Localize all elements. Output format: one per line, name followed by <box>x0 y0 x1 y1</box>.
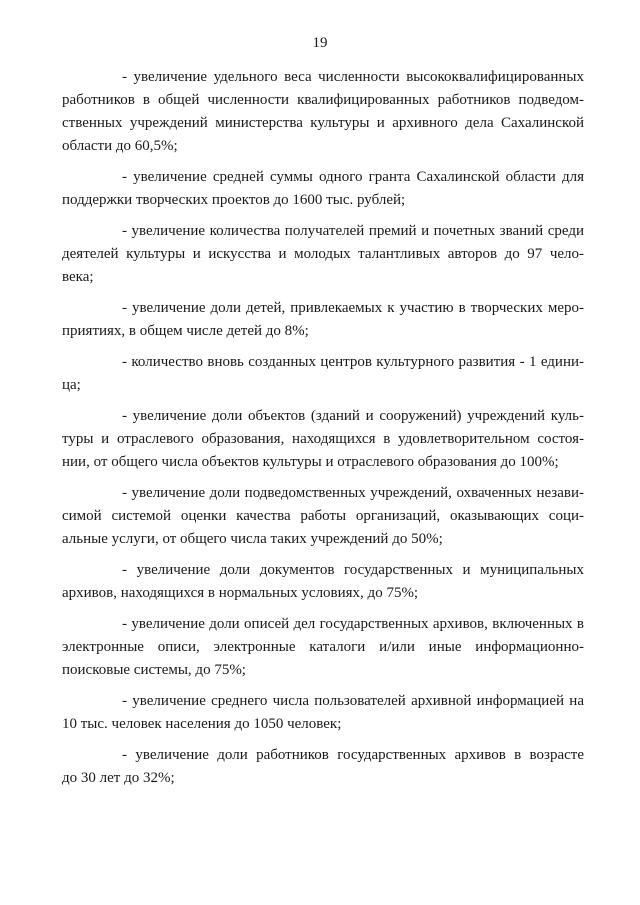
text-line: - увеличение количества получателей премий и почетных званий среди <box>122 223 584 239</box>
text-line: симой системой оценки качества работы организаций, оказывающих соци- <box>62 508 584 524</box>
text-line: альные услуги, от общего числа таких учреждений до 50%; <box>62 531 443 547</box>
target-indicator-paragraph <box>62 220 584 289</box>
text-line: - увеличение доли работников государственных архивов в возрасте <box>122 747 584 763</box>
text-line: - увеличение доли описей дел государственных архивов, включенных в <box>122 616 584 632</box>
target-indicator-paragraph <box>62 690 584 736</box>
text-line: - количество вновь созданных центров культурного развития - 1 едини- <box>122 354 584 370</box>
text-line: поддержки творческих проектов до 1600 тыс. рублей; <box>62 192 406 208</box>
text-line: архивов, находящихся в нормальных условиях, до 75%; <box>62 585 419 601</box>
text-line: - увеличение удельного веса численности высококвалифицированных <box>122 69 584 85</box>
target-indicator-paragraph <box>62 351 584 397</box>
text-line: - увеличение доли детей, привлекаемых к участию в творческих меро- <box>122 300 584 316</box>
text-line: - увеличение доли подведомственных учреждений, охваченных незави- <box>122 485 584 501</box>
text-line: - увеличение доли объектов (зданий и сооружений) учреждений куль- <box>122 408 584 424</box>
text-line: - увеличение средней суммы одного гранта Сахалинской области для <box>122 169 584 185</box>
text-line: ца; <box>62 377 81 393</box>
text-line: деятелей культуры и искусства и молодых талантливых авторов до 97 чело- <box>62 246 584 262</box>
text-line: ственных учреждений министерства культуры и архивного дела Сахалинской <box>62 115 584 131</box>
text-line: до 30 лет до 32%; <box>62 770 175 786</box>
text-line: туры и отраслевого образования, находящихся в удовлетворительном состоя- <box>62 431 584 447</box>
text-line: нии, от общего числа объектов культуры и отраслевого образования до 100%; <box>62 454 559 470</box>
target-indicator-paragraph <box>62 744 584 790</box>
text-line: - увеличение доли документов государственных и муниципальных <box>122 562 584 578</box>
target-indicator-paragraph <box>62 613 584 682</box>
text-line: 10 тыс. человек населения до 1050 человек; <box>62 716 342 732</box>
document-body <box>62 66 584 790</box>
target-indicator-paragraph <box>62 405 584 474</box>
target-indicator-paragraph <box>62 66 584 158</box>
text-line: электронные описи, электронные каталоги и/или иные информационно- <box>62 639 584 655</box>
text-line: области до 60,5%; <box>62 138 178 154</box>
text-line: поисковые системы, до 75%; <box>62 662 246 678</box>
target-indicator-paragraph <box>62 559 584 605</box>
target-indicator-paragraph <box>62 166 584 212</box>
text-line: - увеличение среднего числа пользователей архивной информацией на <box>122 693 584 709</box>
text-line: работников в общей численности квалифицированных работников подведом- <box>62 92 584 108</box>
page-number: 19 <box>312 35 328 51</box>
target-indicator-paragraph <box>62 297 584 343</box>
target-indicator-paragraph <box>62 482 584 551</box>
text-line: приятиях, в общем числе детей до 8%; <box>62 323 309 339</box>
text-line: века; <box>62 269 94 285</box>
